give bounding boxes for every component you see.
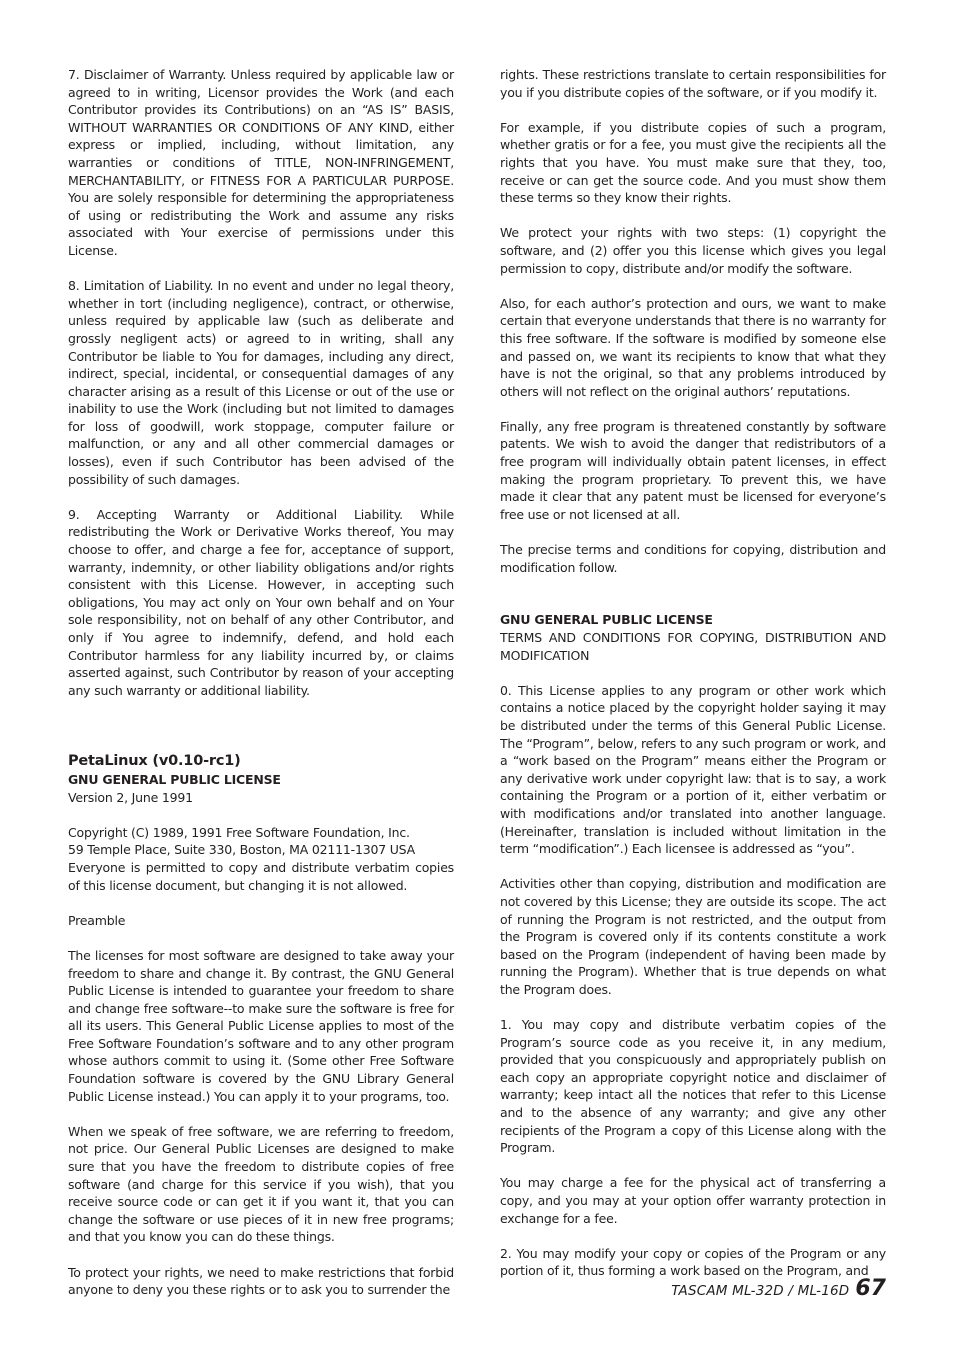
paragraph-protect-rights: To protect your rights, we need to make restrictions that forbid anyone to deny you these rights or to ask you to surrender the <box>68 1264 454 1298</box>
license-version: Version 2, June 1991 <box>68 789 193 805</box>
paragraph-two-steps: We protect your rights with two steps: (1) copyright the software, and (2) offer you this license which gives you legal permission to copy, distribute and/or modify the software. <box>500 225 886 276</box>
paragraph-patents: Finally, any free program is threatened constantly by software patents. We wish to avoid the danger that redistributors of a free program will individually obtain patent licenses, in effect making the program proprietary. To prevent this, we have made it clear that any patent must be licensed for everyone’s free use or not licensed at all. <box>500 418 886 522</box>
license-name: GNU GENERAL PUBLIC LICENSE <box>68 771 281 787</box>
paragraph-section-0: 0. This License applies to any program or other work which contains a notice placed by the copyright holder saying it may be distributed under the terms of this General Public License. The “Program”, below, refers to any such program or work, and a “work based on the Program” means either the Program or any derivative work under copyright law: that is to say, a work containing the Program or a portion of it, either verbatim or with modifications and/or translated into another language. (Hereinafter, translation is included without limitation in the term “modification”.) Each licensee is addressed as “you”. <box>500 682 886 857</box>
paragraph-disclaimer-of-warranty: 7. Disclaimer of Warranty. Unless required by applicable law or agreed to in writing, Licensor provides the Work (and each Contributor provides its Contributions) on an “AS IS” BASIS, WITHOUT WARRANTIES OR CONDITIONS OF ANY KIND, either express or implied, including, without limitation, any warranties or conditions of TITLE, NON-INFRINGEMENT, MERCHANTABILITY, or FITNESS FOR A PARTICULAR PURPOSE. You are solely responsible for determining the appropriateness of using or redistributing the Work and assume any risks associated with Your exercise of permissions under this License. <box>68 67 454 258</box>
left-column <box>68 66 454 1299</box>
terms-heading: TERMS AND CONDITIONS FOR COPYING, DISTRIBUTION AND MODIFICATION <box>500 630 886 663</box>
license-heading: GNU GENERAL PUBLIC LICENSE <box>500 612 713 628</box>
right-column <box>500 66 886 1280</box>
page-footer <box>671 1276 886 1302</box>
section-spacer <box>500 594 886 612</box>
model-name: TASCAM ML-32D / ML-16D <box>671 1283 850 1299</box>
copyright-line-3: Everyone is permitted to copy and distribute verbatim copies of this license document, but changing it is not allowed. <box>68 859 454 893</box>
copyright-line-1: Copyright (C) 1989, 1991 Free Software Foundation, Inc. <box>68 824 410 840</box>
paragraph-author-protection: Also, for each author’s protection and ours, we want to make certain that everyone understands that there is no warranty for this free software. If the software is modified by someone else and passed on, we want its recipients to know that what they have is not the original, so that any problems introduced by others will not reflect on the original authors’ reputations. <box>500 295 886 399</box>
paragraph-section-1: 1. You may copy and distribute verbatim copies of the Program’s source code as you receive it, in any medium, provided that you conspicuously and appropriately publish on each copy an appropriate copyright notice and disclaimer of warranty; keep intact all the notices that refer to this License and to the absence of any warranty; and give any other recipients of the Program a copy of this License along with the Program. <box>500 1017 886 1156</box>
paragraph-example: For example, if you distribute copies of such a program, whether gratis or for a fee, you must give the recipients all the rights that you have. You must make sure that they, too, receive or can get the source code. And you must show them these terms so they know their rights. <box>500 119 886 206</box>
copyright-line-2: 59 Temple Place, Suite 330, Boston, MA 02111-1307 USA <box>68 842 415 858</box>
preamble-heading: Preamble <box>68 912 126 928</box>
paragraph-fee: You may charge a fee for the physical act of transferring a copy, and you may at your option offer warranty protection in exchange for a fee. <box>500 1175 886 1226</box>
paragraph-licenses: The licenses for most software are designed to take away your freedom to share and change it. By contrast, the GNU General Public License is intended to guarantee your freedom to share and change free software--to make sure the software is free for all its users. This General Public License applies to most of the Free Software Foundation’s software and to any other program whose authors commit to using it. (Some other Free Software Foundation software is covered by the GNU Library General Public License instead.) You can apply it to your programs, too. <box>68 947 454 1104</box>
paragraph-free-software: When we speak of free software, we are referring to freedom, not price. Our General Public Licenses are designed to make sure that you have the freedom to distribute copies of free software (and charge for this service if you wish), that you receive source code or can get it if you want it, that you can change the software or use pieces of it in new free programs; and that you know you can do these things. <box>68 1123 454 1245</box>
section-title: PetaLinux (v0.10-rc1) <box>68 752 241 769</box>
paragraph-limitation-of-liability: 8. Limitation of Liability. In no event and under no legal theory, whether in tort (including negligence), contract, or otherwise, unless required by applicable law (such as deliberate and grossly negligent acts) or agreed to in writing, shall any Contributor be liable to You for damages, including any direct, indirect, special, incidental, or consequential damages of any character arising as a result of this License or out of the use or inability to use the Work (including but not limited to damages for loss of goodwill, work stoppage, computer failure or malfunction, or any and all other commercial damages or losses), even if such Contributor has been advised of the possibility of such damages. <box>68 278 454 487</box>
paragraph-activities: Activities other than copying, distribution and modification are not covered by this License; they are outside its scope. The act of running the Program is not restricted, and the output from the Program is covered only if its contents constitute a work based on the Program (independent of having been made by running the Program). Whether that is true depends on what the Program does. <box>500 876 886 997</box>
paragraph-accepting-warranty: 9. Accepting Warranty or Additional Liability. While redistributing the Work or Derivative Works thereof, You may choose to offer, and charge a fee for, acceptance of support, warranty, indemnity, or other liability obligations and/or rights consistent with this License. However, in accepting such obligations, You may act only on Your own behalf and on Your sole responsibility, not on behalf of any other Contributor, and only if You agree to indemnify, defend, and hold each Contributor harmless for any liability incurred by, or claims asserted against, such Contributor by reason of your accepting any such warranty or additional liability. <box>68 506 454 698</box>
page-number: 67 <box>855 1276 886 1301</box>
paragraph-rights-restrictions: rights. These restrictions translate to certain responsibilities for you if you distribute copies of the software, or if you modify it. <box>500 67 886 100</box>
paragraph-section-2: 2. You may modify your copy or copies of the Program or any portion of it, thus forming a work based on the Program, and <box>500 1245 886 1279</box>
section-spacer <box>68 717 454 752</box>
paragraph-terms-follow: The precise terms and conditions for copying, distribution and modification follow. <box>500 542 886 575</box>
